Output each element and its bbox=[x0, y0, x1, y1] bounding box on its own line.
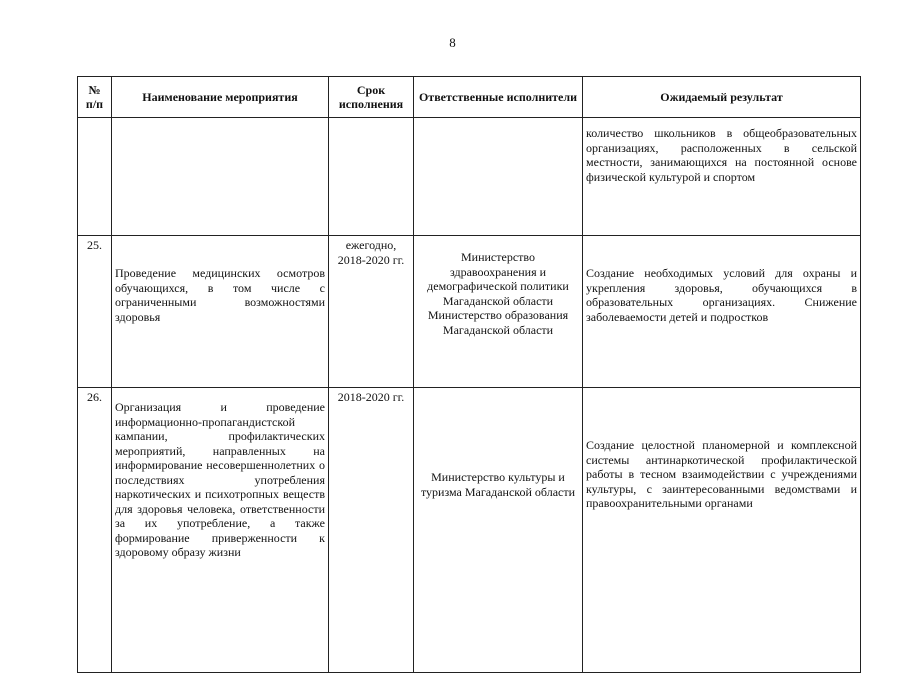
header-event-name: Наименование мероприятия bbox=[112, 77, 329, 118]
cell-deadline: ежегодно, 2018-2020 гг. bbox=[329, 236, 414, 388]
table-row bbox=[78, 388, 861, 673]
cell-deadline: 2018-2020 гг. bbox=[329, 388, 414, 673]
cell-responsible bbox=[414, 118, 583, 236]
cell-number bbox=[78, 118, 112, 236]
table-header-row bbox=[78, 77, 861, 118]
header-responsible: Ответственные исполнители bbox=[414, 77, 583, 118]
cell-event-name: Проведение медицинских осмотров обучающихся, в том числе с ограниченными возможностями здоровья bbox=[112, 236, 329, 388]
cell-deadline bbox=[329, 118, 414, 236]
header-expected-result: Ожидаемый результат bbox=[583, 77, 861, 118]
cell-responsible: Министерство культуры и туризма Магаданской области bbox=[414, 388, 583, 673]
cell-expected-result: Создание необходимых условий для охраны и укрепления здоровья, обучающихся в образовательных организациях. Снижение заболеваемости детей и подростков bbox=[583, 236, 861, 388]
cell-expected-result: Создание целостной планомерной и комплексной системы антинаркотической профилактической работы в тесном взаимодействии с учреждениями культуры, с заинтересованными ведомствами и правоохранительными органами bbox=[583, 388, 861, 673]
cell-number: 26. bbox=[78, 388, 112, 673]
cell-expected-result: количество школьников в общеобразовательных организациях, расположенных в сельской местности, занимающихся на постоянной основе физической культурой и спортом bbox=[583, 118, 861, 236]
cell-number: 25. bbox=[78, 236, 112, 388]
cell-event-name: Организация и проведение информационно-пропагандистской кампании, профилактических мероприятий, направленных на информирование несовершеннолетних о последствиях употребления наркотических и психотропных веществ для здоровья человека, ответственности за их употребление, а также формирование приверженности к здоровому образу жизни bbox=[112, 388, 329, 673]
cell-event-name bbox=[112, 118, 329, 236]
table-row bbox=[78, 236, 861, 388]
table-row bbox=[78, 118, 861, 236]
cell-responsible: Министерство здравоохранения и демографической политики Магаданской области Министерство образования Магаданской области bbox=[414, 236, 583, 388]
header-number: № п/п bbox=[78, 77, 112, 118]
header-deadline: Срок исполнения bbox=[329, 77, 414, 118]
page-number: 8 bbox=[449, 35, 456, 50]
events-table bbox=[77, 76, 861, 673]
